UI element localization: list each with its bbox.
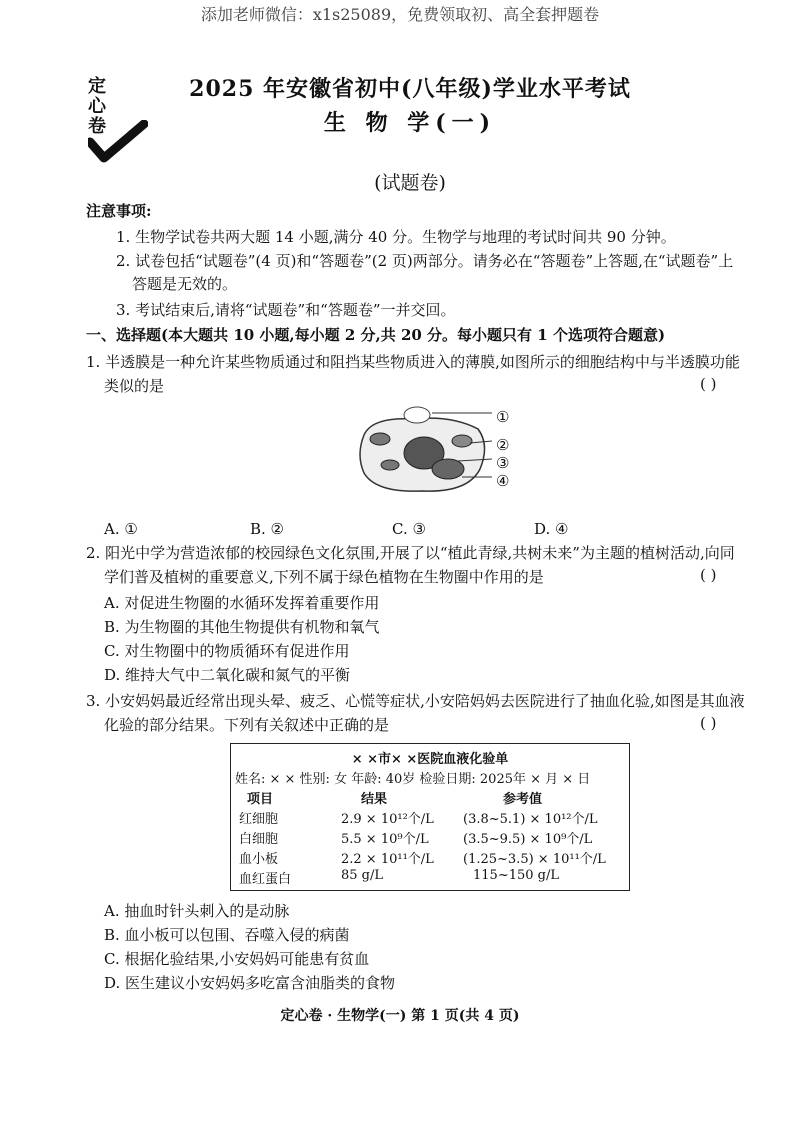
option-b[interactable]: B. 血小板可以包围、吞噬入侵的病菌	[104, 926, 350, 944]
table-header: 参考值	[503, 792, 543, 807]
option-a[interactable]: A. 对促进生物圈的水循环发挥着重要作用	[104, 594, 380, 612]
watermark-text: 添加老师微信：x1s25089，免费领取初、高全套押题卷	[200, 5, 600, 24]
diagram-label: ①	[496, 408, 510, 426]
table-cell: 2.2 × 10¹¹个/L	[341, 852, 434, 867]
table-info: 姓名: × × 性别: 女 年龄: 40岁 检验日期: 2025年 × 月 × 日	[235, 772, 591, 787]
question-3-text: 化验的部分结果。下列有关叙述中正确的是	[104, 716, 390, 734]
table-cell: 85 g/L	[341, 868, 384, 883]
answer-blank[interactable]: ( )	[700, 714, 717, 732]
section-heading: 一、选择题(本大题共 10 小题,每小题 2 分,共 20 分。每小题只有 1 个选项符合题意)	[86, 326, 666, 344]
diagram-label: ④	[496, 472, 510, 490]
question-1-text: 1. 半透膜是一种允许某些物质通过和阻挡某些物质进入的薄膜,如图所示的细胞结构中与半透膜功能	[86, 353, 740, 371]
blood-test-table	[230, 743, 630, 891]
option-a[interactable]: A. 抽血时针头刺入的是动脉	[104, 902, 290, 920]
notice-item: 3. 考试结束后,请将“试题卷”和“答题卷”一并交回。	[116, 301, 456, 319]
subject-title: 生 物 学(一)	[323, 110, 497, 136]
option-b[interactable]: B. 为生物圈的其他生物提供有机物和氧气	[104, 618, 380, 636]
table-cell: (3.5~9.5) × 10⁹个/L	[463, 832, 593, 847]
table-header: 项目	[247, 792, 274, 807]
table-header: 结果	[361, 792, 388, 807]
answer-blank[interactable]: ( )	[700, 375, 717, 393]
checkmark-icon	[88, 120, 148, 164]
table-cell: 115~150 g/L	[473, 868, 559, 883]
table-title: × ×市× ×医院血液化验单	[351, 752, 509, 767]
animal-cell-diagram	[352, 405, 492, 497]
table-cell: (1.25~3.5) × 10¹¹个/L	[463, 852, 606, 867]
notice-item: 1. 生物学试卷共两大题 14 小题,满分 40 分。生物学与地理的考试时间共 90 分钟。	[116, 228, 676, 246]
exam-title: 2025 年安徽省初中(八年级)学业水平考试	[189, 76, 631, 102]
option-d[interactable]: D. 医生建议小安妈妈多吃富含油脂类的食物	[104, 974, 396, 992]
notice-item: 答题是无效的。	[132, 275, 238, 293]
paper-type: (试题卷)	[374, 172, 446, 194]
table-cell: 5.5 × 10⁹个/L	[341, 832, 429, 847]
diagram-label: ②	[496, 436, 510, 454]
stamp-logo	[88, 72, 148, 164]
question-3-text: 3. 小安妈妈最近经常出现头晕、疲乏、心慌等症状,小安陪妈妈去医院进行了抽血化验,如图是其血液	[86, 692, 745, 710]
stamp-char-3: 卷	[88, 116, 106, 137]
notice-heading: 注意事项:	[86, 202, 152, 220]
table-cell: 红细胞	[239, 812, 279, 827]
stamp-char-2: 心	[88, 96, 106, 117]
table-cell: 血小板	[239, 852, 279, 867]
option-c[interactable]: C. 根据化验结果,小安妈妈可能患有贫血	[104, 950, 370, 968]
question-1-text: 类似的是	[104, 377, 165, 395]
table-cell: (3.8~5.1) × 10¹²个/L	[463, 812, 598, 827]
option-b[interactable]: B. ②	[250, 520, 285, 538]
option-d[interactable]: D. 维持大气中二氧化碳和氮气的平衡	[104, 666, 351, 684]
option-d[interactable]: D. ④	[534, 520, 569, 538]
notice-item: 2. 试卷包括“试题卷”(4 页)和“答题卷”(2 页)两部分。请务必在“答题卷”上答题,在“试题卷”上	[116, 252, 734, 270]
table-cell: 2.9 × 10¹²个/L	[341, 812, 434, 827]
diagram-label: ③	[496, 454, 510, 472]
answer-blank[interactable]: ( )	[700, 566, 717, 584]
question-2-text: 学们普及植树的重要意义,下列不属于绿色植物在生物圈中作用的是	[104, 568, 544, 586]
stamp-char-1: 定	[88, 76, 106, 97]
table-cell: 白细胞	[239, 832, 279, 847]
option-a[interactable]: A. ①	[104, 520, 138, 538]
question-2-text: 2. 阳光中学为营造浓郁的校园绿色文化氛围,开展了以“植此青绿,共树未来”为主题的植树活动,向同	[86, 544, 735, 562]
option-c[interactable]: C. 对生物圈中的物质循环有促进作用	[104, 642, 350, 660]
option-c[interactable]: C. ③	[392, 520, 426, 538]
page-footer: 定心卷 · 生物学(一) 第 1 页(共 4 页)	[280, 1008, 520, 1024]
table-cell: 血红蛋白	[239, 872, 292, 887]
